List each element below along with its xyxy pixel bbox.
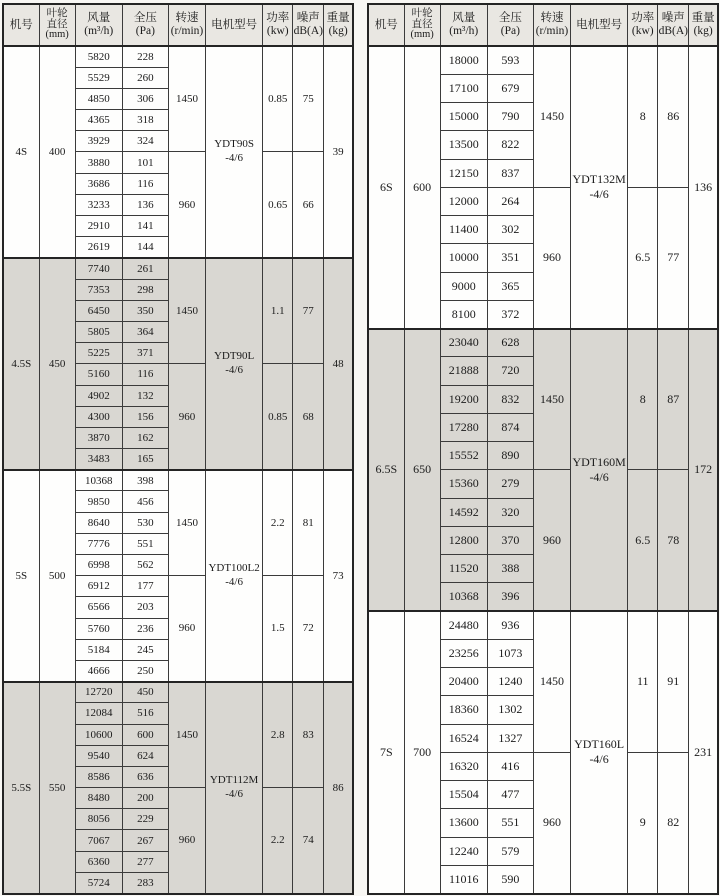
- air-volume-cell: 9850: [75, 491, 122, 512]
- model-no-cell: 5.5S: [3, 682, 39, 894]
- model-no-cell: 4S: [3, 46, 39, 258]
- section-6S: [368, 46, 718, 329]
- air-volume-cell: 15504: [440, 781, 487, 809]
- air-volume-cell: 19200: [440, 385, 487, 413]
- weight-cell: 86: [324, 682, 353, 894]
- diameter-cell: 550: [39, 682, 75, 894]
- air-volume-cell: 17100: [440, 74, 487, 102]
- weight-header: [324, 4, 353, 46]
- header-line: 风量: [87, 12, 111, 25]
- noise-cell: 82: [658, 752, 689, 893]
- air-volume-cell: 8480: [75, 788, 122, 809]
- motor-model-cell: [206, 682, 263, 894]
- left-table-container: [2, 3, 354, 895]
- power-cell: 1.5: [263, 576, 293, 682]
- air-volume-cell: 4902: [75, 385, 122, 406]
- pressure-cell: 822: [487, 131, 533, 159]
- pressure-cell: 228: [122, 46, 168, 67]
- pressure-cell: 261: [122, 258, 168, 279]
- header-line: 叶轮: [46, 7, 68, 19]
- pressure-cell: 388: [487, 555, 533, 583]
- pressure-cell: 136: [122, 194, 168, 215]
- pressure-cell: 324: [122, 131, 168, 152]
- speed-cell: 1450: [168, 46, 205, 152]
- impeller-diameter-header: [39, 4, 75, 46]
- weight-cell: 172: [689, 329, 718, 612]
- air-volume-cell: 4850: [75, 88, 122, 109]
- header-line: 电机型号: [576, 18, 623, 31]
- air-volume-cell: 5529: [75, 67, 122, 88]
- model-no-cell: 5S: [3, 470, 39, 682]
- header-line: 风量: [452, 12, 476, 25]
- pressure-cell: 679: [487, 74, 533, 102]
- pressure-cell: 200: [122, 788, 168, 809]
- noise-cell: 86: [658, 46, 689, 187]
- motor-model-line: -4/6: [225, 363, 243, 376]
- speed-cell: 1450: [533, 46, 570, 187]
- header-line: 转速: [175, 12, 199, 25]
- air-volume-cell: 13600: [440, 809, 487, 837]
- pressure-cell: 264: [487, 187, 533, 215]
- header-line: 机号: [374, 18, 398, 31]
- pressure-cell: 116: [122, 364, 168, 385]
- pressure-cell: 562: [122, 555, 168, 576]
- header-line: 功率: [631, 12, 655, 25]
- air-volume-cell: 12084: [75, 703, 122, 724]
- model-no-header: [368, 4, 404, 46]
- noise-cell: 74: [293, 788, 324, 894]
- motor-model-line: -4/6: [589, 187, 609, 202]
- speed-cell: 960: [168, 364, 205, 470]
- header-line: (mm): [410, 29, 434, 41]
- motor-model-cell: [571, 611, 628, 894]
- section-5.5S: [3, 682, 353, 894]
- pressure-cell: 351: [487, 244, 533, 272]
- air-volume-cell: 8056: [75, 809, 122, 830]
- pressure-cell: 720: [487, 357, 533, 385]
- motor-model-cell: [206, 258, 263, 470]
- pressure-cell: 516: [122, 703, 168, 724]
- header-line: 转速: [540, 12, 564, 25]
- motor-model-cell: [571, 329, 628, 612]
- table-row: [368, 46, 718, 74]
- header-line: (kw): [266, 25, 289, 37]
- air-volume-cell: 9540: [75, 745, 122, 766]
- header-line: (kg): [328, 25, 348, 37]
- noise-cell: 77: [658, 187, 689, 328]
- header-line: 噪声: [296, 12, 320, 25]
- motor-model-line: -4/6: [225, 151, 243, 164]
- air-volume-cell: 4365: [75, 110, 122, 131]
- motor-model-cell: [206, 470, 263, 682]
- power-header: [263, 4, 293, 46]
- power-cell: 0.65: [263, 152, 293, 258]
- pressure-cell: 837: [487, 159, 533, 187]
- pressure-cell: 372: [487, 300, 533, 328]
- pressure-cell: 165: [122, 449, 168, 470]
- pressure-cell: 267: [122, 830, 168, 851]
- pressure-cell: 370: [487, 526, 533, 554]
- header-line: (kg): [693, 25, 713, 37]
- pressure-cell: 1327: [487, 724, 533, 752]
- total-pressure-header: [487, 4, 533, 46]
- pressure-cell: 590: [487, 865, 533, 893]
- pressure-cell: 551: [487, 809, 533, 837]
- air-volume-cell: 18360: [440, 696, 487, 724]
- spec-table-left: [2, 3, 354, 895]
- header-line: dB(A): [658, 25, 688, 37]
- section-6.5S: [368, 329, 718, 612]
- section-4.5S: [3, 258, 353, 470]
- pressure-cell: 416: [487, 752, 533, 780]
- header-line: 机号: [9, 18, 33, 31]
- air-volume-cell: 7067: [75, 830, 122, 851]
- air-volume-cell: 10000: [440, 244, 487, 272]
- rotation-speed-header: [168, 4, 205, 46]
- air-volume-cell: 23040: [440, 329, 487, 357]
- noise-cell: 77: [293, 258, 324, 364]
- weight-cell: 231: [689, 611, 718, 894]
- power-cell: 0.85: [263, 364, 293, 470]
- weight-cell: 39: [324, 46, 353, 258]
- motor-model-line: YDT100L2: [208, 561, 260, 574]
- air-volume-cell: 15552: [440, 442, 487, 470]
- motor-model-line: YDT132M: [572, 172, 626, 187]
- air-volume-cell: 7776: [75, 533, 122, 554]
- air-volume-cell: 13500: [440, 131, 487, 159]
- pressure-cell: 624: [122, 745, 168, 766]
- air-volume-cell: 7353: [75, 279, 122, 300]
- power-cell: 1.1: [263, 258, 293, 364]
- motor-model-header: [571, 4, 628, 46]
- diameter-cell: 400: [39, 46, 75, 258]
- pressure-cell: 116: [122, 173, 168, 194]
- header-line: 重量: [691, 12, 715, 25]
- motor-model-line: YDT112M: [209, 773, 259, 786]
- air-volume-cell: 5820: [75, 46, 122, 67]
- pressure-cell: 260: [122, 67, 168, 88]
- header-line: 全压: [133, 12, 157, 25]
- air-volume-cell: 3880: [75, 152, 122, 173]
- model-no-header: [3, 4, 39, 46]
- speed-cell: 960: [168, 152, 205, 258]
- section-5S: [3, 470, 353, 682]
- pressure-cell: 277: [122, 851, 168, 872]
- air-volume-cell: 12720: [75, 682, 122, 703]
- air-volume-cell: 12800: [440, 526, 487, 554]
- total-pressure-header: [122, 4, 168, 46]
- pressure-cell: 593: [487, 46, 533, 74]
- air-volume-cell: 5225: [75, 343, 122, 364]
- pressure-cell: 144: [122, 237, 168, 258]
- noise-cell: 87: [658, 329, 689, 470]
- header-line: (r/min): [170, 25, 204, 37]
- pressure-cell: 283: [122, 872, 168, 893]
- pressure-cell: 456: [122, 491, 168, 512]
- weight-cell: 73: [324, 470, 353, 682]
- motor-model-line: YDT160L: [574, 737, 625, 752]
- rotation-speed-header: [533, 4, 570, 46]
- pressure-cell: 350: [122, 300, 168, 321]
- pressure-cell: 298: [122, 279, 168, 300]
- air-volume-cell: 3686: [75, 173, 122, 194]
- table-row: [368, 329, 718, 357]
- pressure-cell: 628: [487, 329, 533, 357]
- air-volume-cell: 12240: [440, 837, 487, 865]
- pressure-cell: 396: [487, 583, 533, 611]
- weight-cell: 136: [689, 46, 718, 329]
- noise-cell: 81: [293, 470, 324, 576]
- air-volume-cell: 6360: [75, 851, 122, 872]
- header-line: 直径: [46, 18, 68, 30]
- air-volume-cell: 15360: [440, 470, 487, 498]
- air-volume-cell: 15000: [440, 103, 487, 131]
- motor-model-line: -4/6: [589, 469, 609, 484]
- table-row: [3, 258, 353, 279]
- speed-cell: 1450: [533, 611, 570, 752]
- power-header: [628, 4, 658, 46]
- air-volume-cell: 6450: [75, 300, 122, 321]
- air-volume-cell: 3870: [75, 427, 122, 448]
- header-line: 直径: [411, 18, 433, 30]
- air-volume-cell: 6566: [75, 597, 122, 618]
- air-volume-cell: 12000: [440, 187, 487, 215]
- motor-model-line: YDT160M: [572, 454, 626, 469]
- speed-cell: 1450: [168, 258, 205, 364]
- pressure-cell: 236: [122, 618, 168, 639]
- noise-cell: 75: [293, 46, 324, 152]
- air-volume-cell: 5805: [75, 321, 122, 342]
- spec-table-right: [367, 3, 719, 895]
- motor-model-line: -4/6: [225, 787, 243, 800]
- air-volume-cell: 4666: [75, 660, 122, 681]
- air-volume-cell: 16524: [440, 724, 487, 752]
- header-line: (mm): [45, 29, 69, 41]
- air-volume-cell: 2619: [75, 237, 122, 258]
- pressure-cell: 1240: [487, 668, 533, 696]
- table-row: [3, 682, 353, 703]
- motor-model-line: -4/6: [225, 575, 243, 588]
- pressure-cell: 832: [487, 385, 533, 413]
- pressure-cell: 141: [122, 216, 168, 237]
- motor-model-header: [206, 4, 263, 46]
- speed-cell: 960: [168, 576, 205, 682]
- power-cell: 2.2: [263, 470, 293, 576]
- motor-model-line: -4/6: [589, 752, 609, 767]
- air-volume-cell: 6912: [75, 576, 122, 597]
- air-volume-cell: 24480: [440, 611, 487, 639]
- pressure-cell: 936: [487, 611, 533, 639]
- pressure-cell: 279: [487, 470, 533, 498]
- pressure-cell: 250: [122, 660, 168, 681]
- air-volume-cell: 11520: [440, 555, 487, 583]
- header-line: (m³/h): [449, 25, 479, 37]
- air-volume-cell: 18000: [440, 46, 487, 74]
- diameter-cell: 700: [404, 611, 440, 894]
- noise-header: [658, 4, 689, 46]
- pressure-cell: 579: [487, 837, 533, 865]
- pressure-cell: 306: [122, 88, 168, 109]
- air-volume-cell: 6998: [75, 555, 122, 576]
- air-volume-cell: 3929: [75, 131, 122, 152]
- air-volume-cell: 10368: [75, 470, 122, 491]
- model-no-cell: 4.5S: [3, 258, 39, 470]
- diameter-cell: 450: [39, 258, 75, 470]
- air-volume-cell: 11400: [440, 216, 487, 244]
- pressure-cell: 302: [487, 216, 533, 244]
- air-volume-header: [75, 4, 122, 46]
- air-volume-cell: 5160: [75, 364, 122, 385]
- air-volume-cell: 20400: [440, 668, 487, 696]
- model-no-cell: 6.5S: [368, 329, 404, 612]
- model-no-cell: 7S: [368, 611, 404, 894]
- table-row: [3, 46, 353, 67]
- header-line: 噪声: [661, 12, 685, 25]
- section-7S: [368, 611, 718, 894]
- diameter-cell: 650: [404, 329, 440, 612]
- speed-cell: 1450: [168, 682, 205, 788]
- noise-cell: 83: [293, 682, 324, 788]
- header-line: (Pa): [135, 25, 155, 37]
- weight-cell: 48: [324, 258, 353, 470]
- pressure-cell: 371: [122, 343, 168, 364]
- air-volume-cell: 16320: [440, 752, 487, 780]
- pressure-cell: 318: [122, 110, 168, 131]
- noise-header: [293, 4, 324, 46]
- air-volume-cell: 12150: [440, 159, 487, 187]
- noise-cell: 78: [658, 470, 689, 611]
- air-volume-cell: 4300: [75, 406, 122, 427]
- air-volume-cell: 11016: [440, 865, 487, 893]
- power-cell: 6.5: [628, 187, 658, 328]
- diameter-cell: 500: [39, 470, 75, 682]
- pressure-cell: 203: [122, 597, 168, 618]
- air-volume-cell: 3483: [75, 449, 122, 470]
- pressure-cell: 890: [487, 442, 533, 470]
- header-row: [368, 4, 718, 46]
- air-volume-cell: 17280: [440, 413, 487, 441]
- power-cell: 2.8: [263, 682, 293, 788]
- air-volume-cell: 5184: [75, 639, 122, 660]
- speed-cell: 960: [533, 187, 570, 328]
- noise-cell: 91: [658, 611, 689, 752]
- pressure-cell: 101: [122, 152, 168, 173]
- pressure-cell: 636: [122, 766, 168, 787]
- air-volume-cell: 2910: [75, 216, 122, 237]
- pressure-cell: 450: [122, 682, 168, 703]
- header-line: 电机型号: [211, 18, 258, 31]
- power-cell: 9: [628, 752, 658, 893]
- header-line: 叶轮: [411, 7, 433, 19]
- air-volume-cell: 23256: [440, 639, 487, 667]
- air-volume-header: [440, 4, 487, 46]
- speed-cell: 1450: [533, 329, 570, 470]
- air-volume-cell: 8640: [75, 512, 122, 533]
- speed-cell: 960: [168, 788, 205, 894]
- power-cell: 8: [628, 329, 658, 470]
- air-volume-cell: 5724: [75, 872, 122, 893]
- air-volume-cell: 3233: [75, 194, 122, 215]
- pressure-cell: 1302: [487, 696, 533, 724]
- air-volume-cell: 8586: [75, 766, 122, 787]
- pressure-cell: 320: [487, 498, 533, 526]
- air-volume-cell: 10368: [440, 583, 487, 611]
- header-line: 功率: [266, 12, 290, 25]
- power-cell: 6.5: [628, 470, 658, 611]
- impeller-diameter-header: [404, 4, 440, 46]
- weight-header: [689, 4, 718, 46]
- noise-cell: 68: [293, 364, 324, 470]
- header-line: dB(A): [293, 25, 323, 37]
- pressure-cell: 874: [487, 413, 533, 441]
- air-volume-cell: 7740: [75, 258, 122, 279]
- noise-cell: 72: [293, 576, 324, 682]
- pressure-cell: 229: [122, 809, 168, 830]
- speed-cell: 1450: [168, 470, 205, 576]
- air-volume-cell: 8100: [440, 300, 487, 328]
- pressure-cell: 530: [122, 512, 168, 533]
- table-row: [368, 611, 718, 639]
- motor-model-line: YDT90S: [214, 138, 254, 151]
- header-line: (Pa): [500, 25, 520, 37]
- pressure-cell: 156: [122, 406, 168, 427]
- air-volume-cell: 14592: [440, 498, 487, 526]
- header-line: (m³/h): [84, 25, 114, 37]
- power-cell: 11: [628, 611, 658, 752]
- pressure-cell: 364: [122, 321, 168, 342]
- pressure-cell: 600: [122, 724, 168, 745]
- air-volume-cell: 5760: [75, 618, 122, 639]
- air-volume-cell: 10600: [75, 724, 122, 745]
- section-4S: [3, 46, 353, 258]
- air-volume-cell: 9000: [440, 272, 487, 300]
- pressure-cell: 477: [487, 781, 533, 809]
- air-volume-cell: 21888: [440, 357, 487, 385]
- speed-cell: 960: [533, 752, 570, 893]
- pressure-cell: 398: [122, 470, 168, 491]
- pressure-cell: 551: [122, 533, 168, 554]
- motor-model-cell: [571, 46, 628, 329]
- noise-cell: 66: [293, 152, 324, 258]
- pressure-cell: 790: [487, 103, 533, 131]
- pressure-cell: 162: [122, 427, 168, 448]
- pressure-cell: 365: [487, 272, 533, 300]
- motor-model-cell: [206, 46, 263, 258]
- pressure-cell: 132: [122, 385, 168, 406]
- right-table-container: [367, 3, 719, 895]
- model-no-cell: 6S: [368, 46, 404, 329]
- header-row: [3, 4, 353, 46]
- header-line: 全压: [498, 12, 522, 25]
- pressure-cell: 1073: [487, 639, 533, 667]
- header-line: (kw): [631, 25, 654, 37]
- diameter-cell: 600: [404, 46, 440, 329]
- header-line: (r/min): [535, 25, 569, 37]
- power-cell: 2.2: [263, 788, 293, 894]
- power-cell: 8: [628, 46, 658, 187]
- pressure-cell: 245: [122, 639, 168, 660]
- table-row: [3, 470, 353, 491]
- power-cell: 0.85: [263, 46, 293, 152]
- header-line: 重量: [326, 12, 350, 25]
- pressure-cell: 177: [122, 576, 168, 597]
- speed-cell: 960: [533, 470, 570, 611]
- motor-model-line: YDT90L: [213, 350, 255, 363]
